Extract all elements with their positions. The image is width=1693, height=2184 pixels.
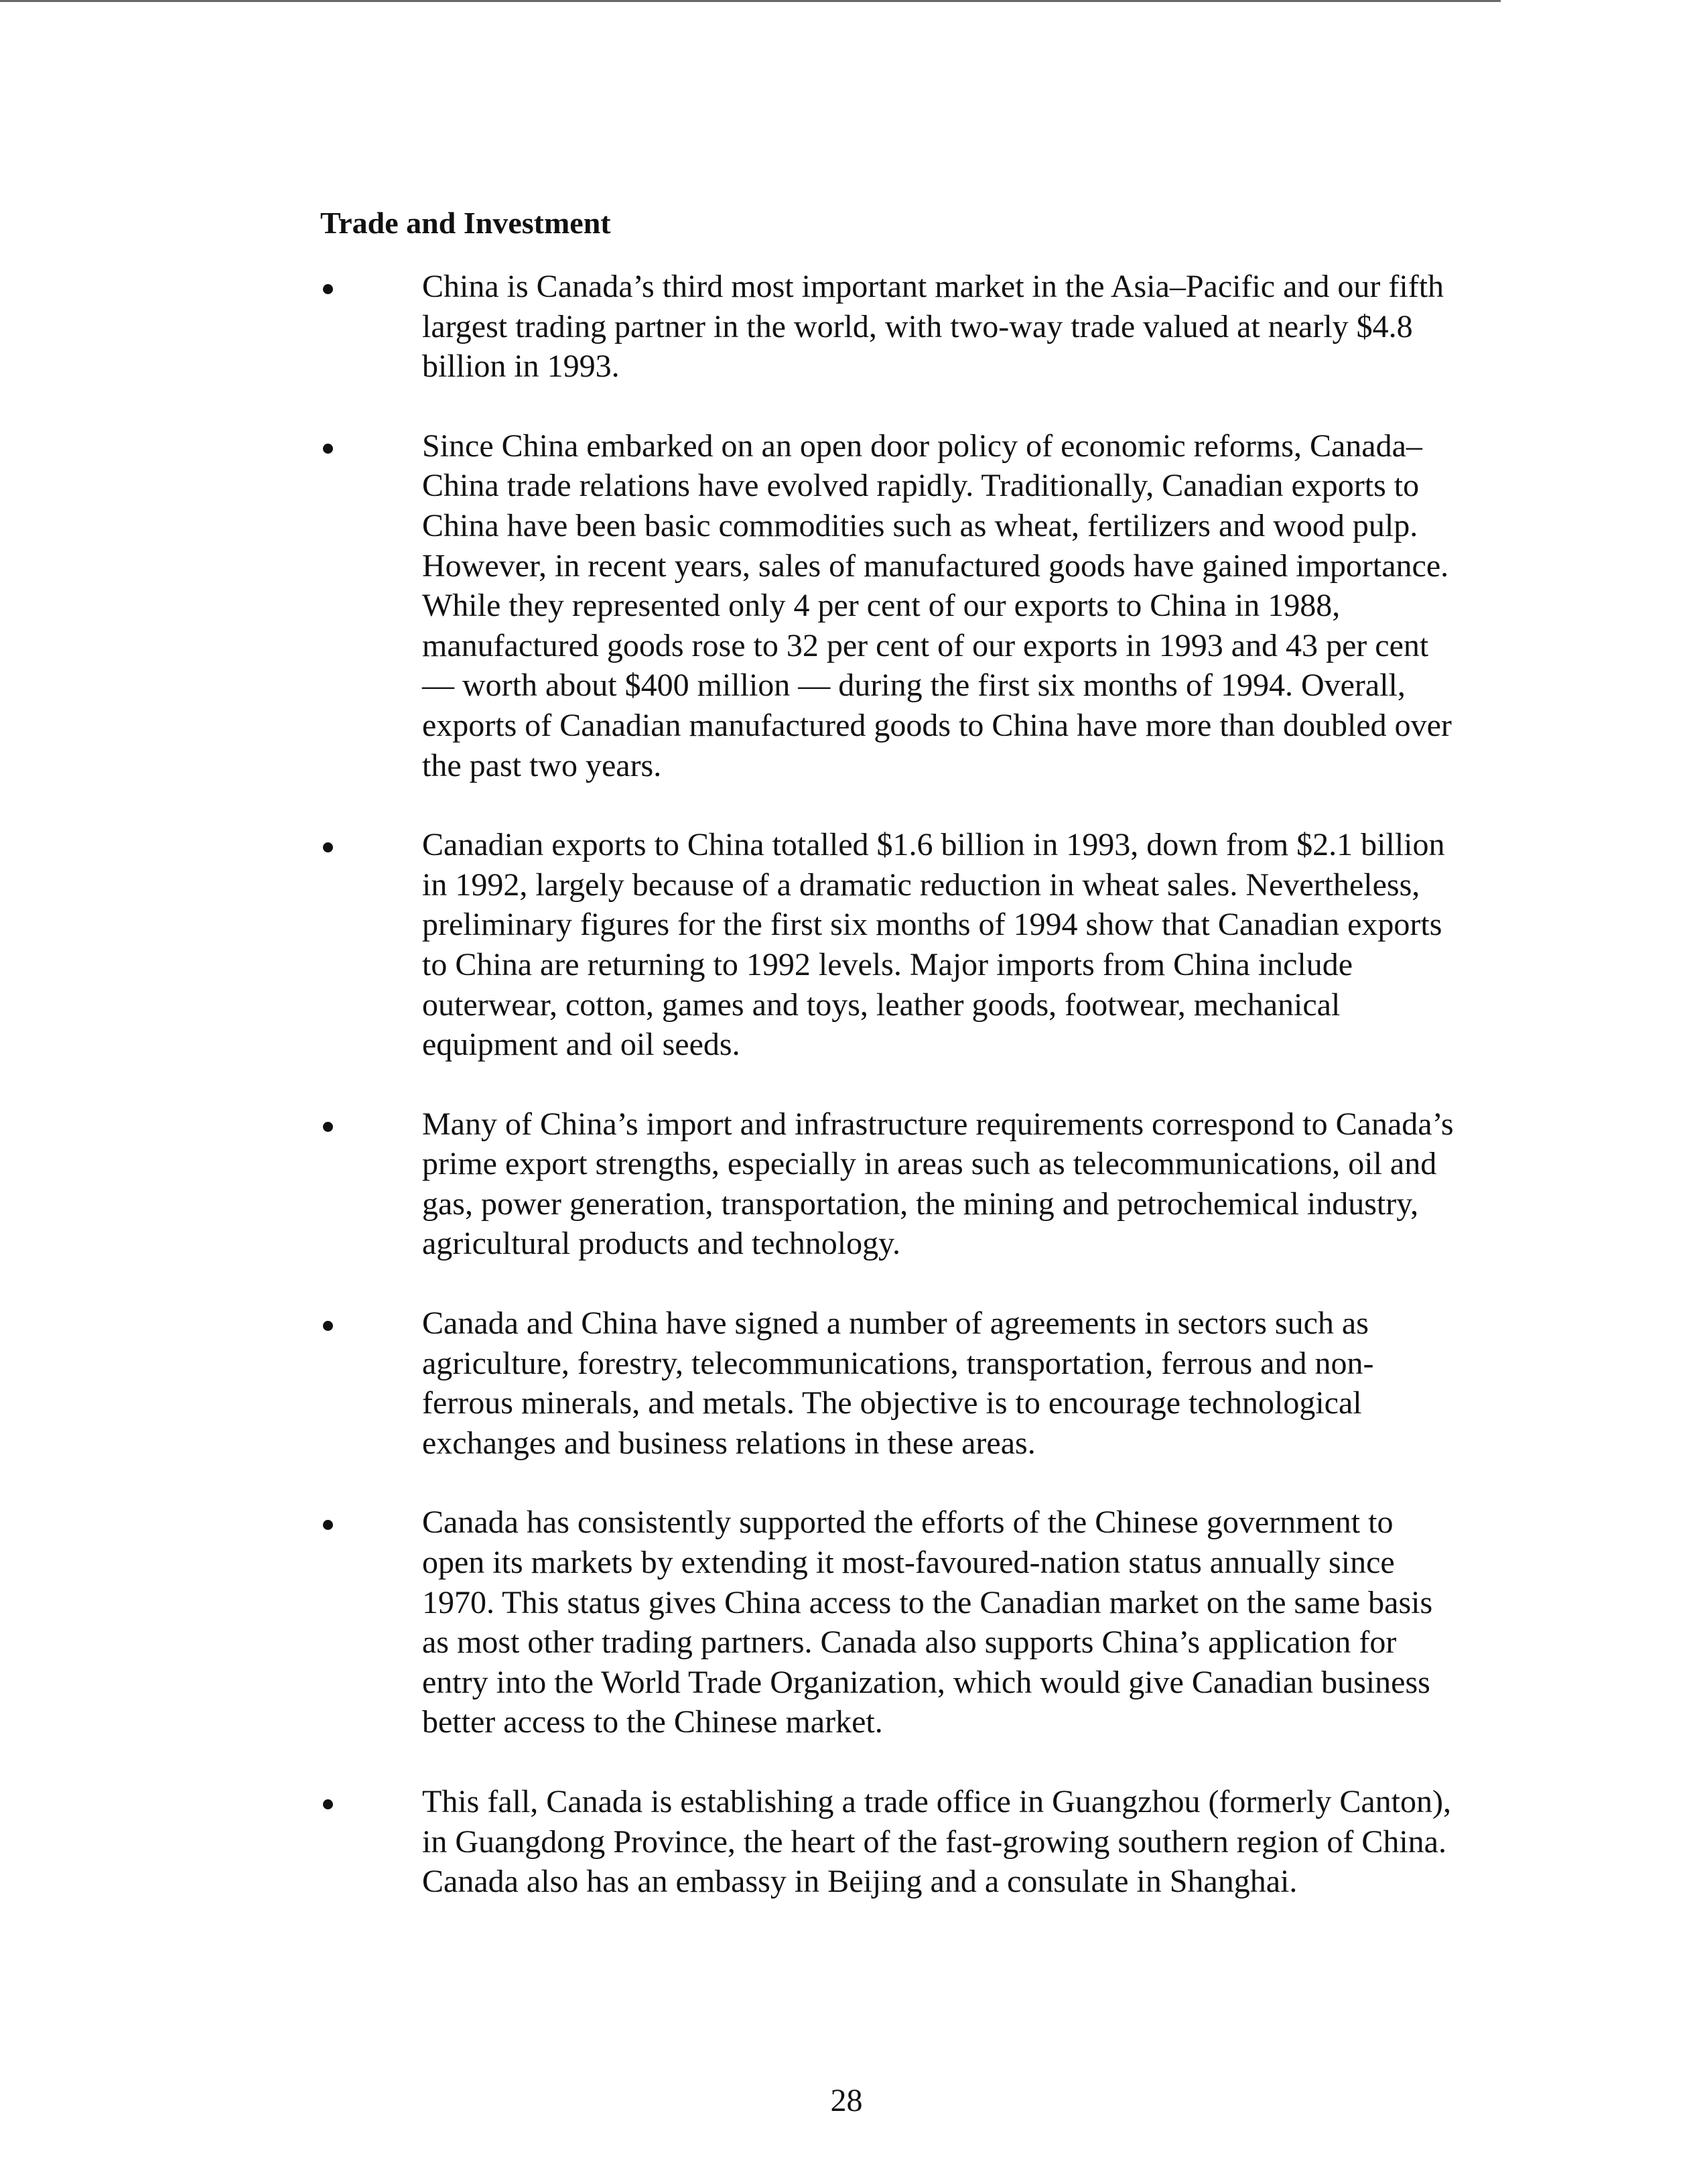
bullet-text: Canada has consistently supported the efforts of the Chinese government to open its markets by extending it most-favoured-nation status annually since 1970. This status gives China access to the Canadian market on the same basis as most other trading partners. Canada also supports China’s application for entry into the World Trade Organization, which would give Canadian business better access to the Chinese market.	[422, 1504, 1433, 1740]
bullet-icon	[323, 1520, 333, 1530]
bullet-item	[315, 1782, 1454, 1902]
bullet-item	[315, 267, 1454, 387]
section-heading: Trade and Investment	[320, 206, 611, 240]
bullet-text: Canada and China have signed a number of agreements in sectors such as agriculture, forestry, telecommunications, transportation, ferrous and non-ferrous minerals, and metals. The objective is to encourage technological exchanges and business relations in these areas.	[422, 1305, 1374, 1461]
bullet-icon	[323, 1321, 333, 1331]
bullet-text: This fall, Canada is establishing a trade office in Guangzhou (formerly Canton), in Guangdong Province, the heart of the fast-growing southern region of China. Canada also has an embassy in Beijing and a consulate in Shanghai.	[422, 1784, 1451, 1900]
page-number: 28	[830, 2083, 863, 2118]
bullet-item	[315, 1502, 1454, 1742]
bullet-icon	[323, 1122, 333, 1132]
bullet-icon	[323, 842, 333, 852]
bullet-text: Canadian exports to China totalled $1.6 billion in 1993, down from $2.1 billion in 1992, largely because of a dramatic reduction in wheat sales. Nevertheless, preliminary figures for the first six months of 1994 show that Canadian exports to China are returning to 1992 levels. Major imports from China include outerwear, cotton, games and toys, leather goods, footwear, mechanical equipment and oil seeds.	[422, 827, 1445, 1063]
bullet-icon	[323, 284, 333, 294]
bullet-text: China is Canada’s third most important market in the Asia–Pacific and our fifth largest trading partner in the world, with two-way trade valued at nearly $4.8 billion in 1993.	[422, 269, 1444, 385]
bullet-text: Many of China’s import and infrastructure requirements correspond to Canada’s prime export strengths, especially in areas such as telecommunications, oil and gas, power generation, transportation, the mining and petrochemical industry, agricultural products and technology.	[422, 1106, 1454, 1262]
bullet-item	[315, 825, 1454, 1065]
bullet-item	[315, 426, 1454, 785]
bullet-item	[315, 1104, 1454, 1264]
bullet-icon	[323, 1799, 333, 1809]
scan-edge-line	[0, 0, 1501, 2]
bullet-list	[315, 267, 1454, 1941]
bullet-item	[315, 1303, 1454, 1463]
bullet-text: Since China embarked on an open door policy of economic reforms, Canada–China trade relations have evolved rapidly. Traditionally, Canadian exports to China have been basic commodities such as wheat, fertilizers and wood pulp. However, in recent years, sales of manufactured goods have gained importance. While they represented only 4 per cent of our exports to China in 1988, manufactured goods rose to 32 per cent of our exports in 1993 and 43 per cent — worth about $400 million — during the first six months of 1994. Overall, exports of Canadian manufactured goods to China have more than doubled over the past two years.	[422, 428, 1452, 783]
bullet-icon	[323, 444, 333, 454]
